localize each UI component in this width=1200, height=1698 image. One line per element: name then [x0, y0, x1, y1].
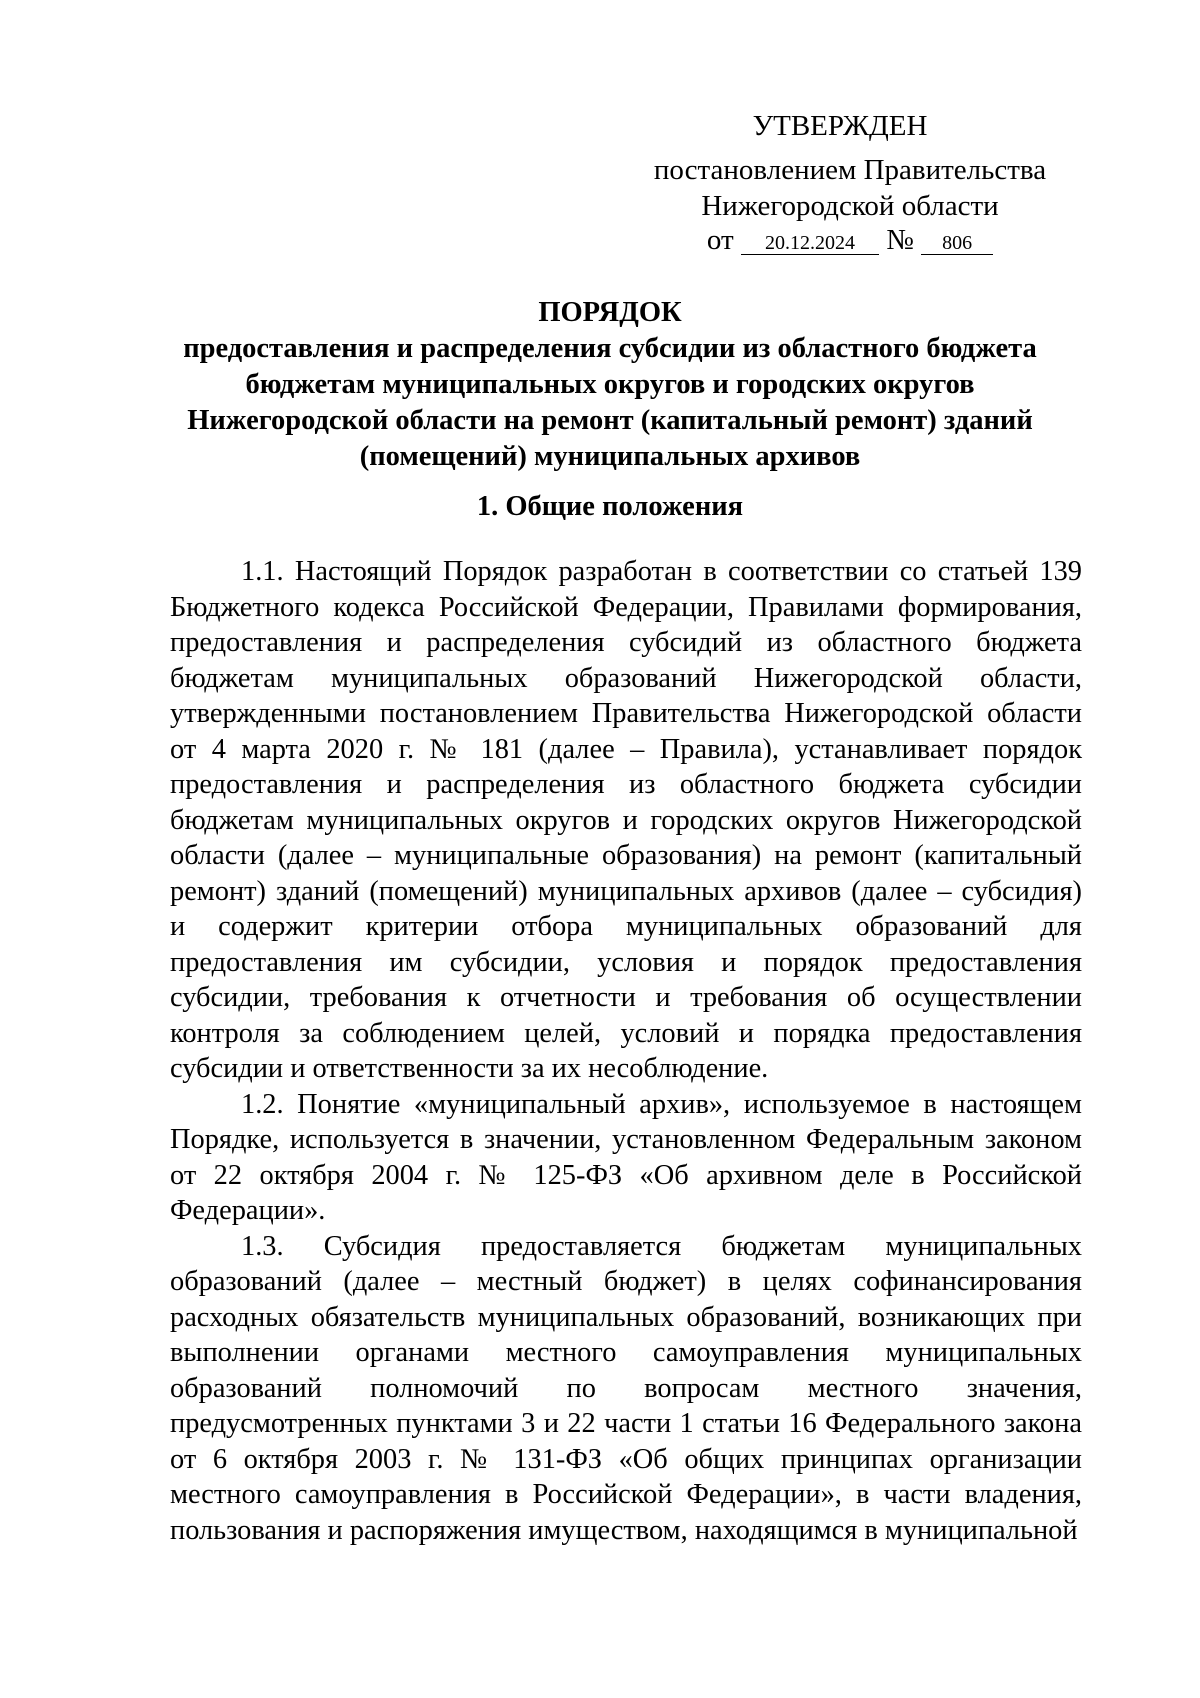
document-body [170, 554, 1082, 1548]
number-label: № [886, 224, 914, 256]
approval-reference [650, 222, 1050, 258]
approval-number: 806 [921, 232, 993, 255]
paragraph-1-1: 1.1. Настоящий Порядок разработан в соответствии со статьей 139 Бюджетного кодекса Российской Федерации, Правилами формирования, предоставления и распределения субсидий из областного бюджета бюджетам муниципальных образований Нижегородской области, утвержденными постановлением Правительства Нижегородской области от 4 марта 2020 г. № 181 (далее – Правила), устанавливает порядок предоставления и распределения из областного бюджета субсидии бюджетам муниципальных округов и городских округов Нижегородской области (далее – муниципальные образования) на ремонт (капитальный ремонт) зданий (помещений) муниципальных архивов (далее – субсидия) и содержит критерии отбора муниципальных образований для предоставления им субсидии, условия и порядок предоставления субсидии, требования к отчетности и требования об осуществлении контроля за соблюдением целей, условий и порядка предоставления субсидии и ответственности за их несоблюдение. [170, 556, 1082, 1084]
paragraph-1-3: 1.3. Субсидия предоставляется бюджетам муниципальных образований (далее – местный бюджет) в целях софинансирования расходных обязательств муниципальных образований, возникающих при выполнении органами местного самоуправления муниципальных образований полномочий по вопросам местного значения, предусмотренных пунктами 3 и 22 части 1 статьи 16 Федерального закона от 6 октября 2003 г. № 131-ФЗ «Об общих принципах организации местного самоуправления в Российской Федерации», в части владения, пользования и распоряжения имуществом, находящимся в муниципальной [170, 1230, 1082, 1546]
approval-line-2: Нижегородской области [701, 190, 999, 222]
document-title [150, 295, 1070, 475]
title-line-3: Нижегородской области на ремонт (капитальный ремонт) зданий [187, 405, 1033, 436]
section-title: 1. Общие положения [476, 491, 744, 522]
from-label: от [706, 224, 734, 256]
title-line-2: бюджетам муниципальных округов и городских округов [245, 369, 975, 400]
approval-date: 20.12.2024 [741, 232, 879, 255]
title-main: ПОРЯДОК [538, 297, 682, 328]
approval-heading: УТВЕРЖДЕН [752, 110, 928, 142]
approval-line-1: постановлением Правительства [653, 154, 1047, 186]
title-line-1: предоставления и распределения субсидии из областного бюджета [183, 333, 1037, 364]
title-line-4: (помещений) муниципальных архивов [359, 441, 861, 472]
paragraph-1-2: 1.2. Понятие «муниципальный архив», используемое в настоящем Порядке, используется в значении, установленном Федеральным законом от 22 октября 2004 г. № 125-ФЗ «Об архивном деле в Российской Федерации». [170, 1088, 1082, 1226]
